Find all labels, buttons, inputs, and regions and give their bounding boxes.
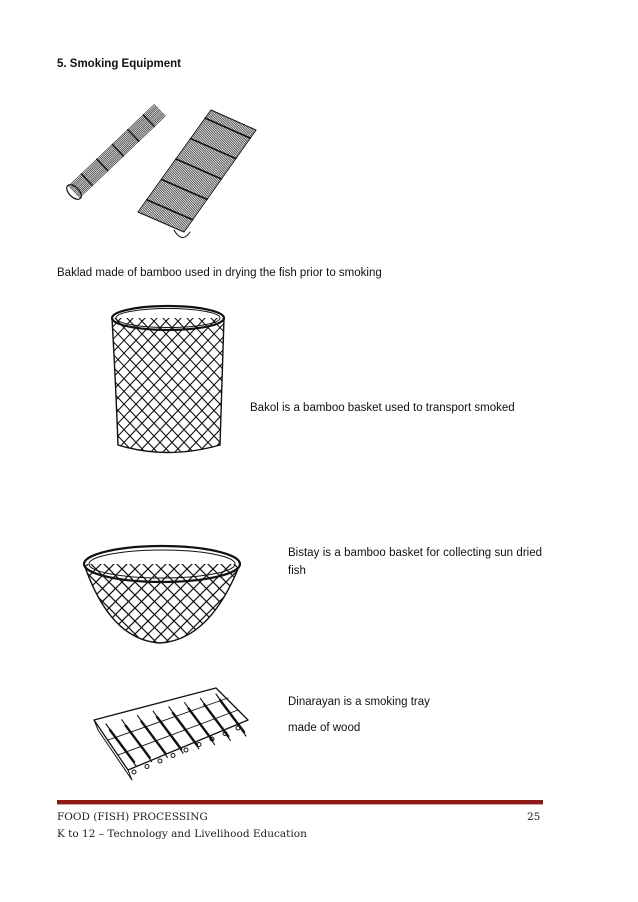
dinarayan-caption-line2: made of wood: [288, 722, 361, 734]
bakol-basket-icon: [102, 300, 232, 460]
footer-rule: [57, 800, 543, 805]
footer-title: FOOD (FISH) PROCESSING: [57, 811, 208, 823]
baklad-caption: Baklad made of bamboo used in drying the fish prior to smoking: [57, 267, 382, 279]
bistay-basket-icon: [80, 540, 245, 650]
bakol-caption: Bakol is a bamboo basket used to transport smoked: [250, 402, 515, 414]
dinarayan-tray-icon: [88, 680, 258, 785]
page-number: 25: [527, 811, 541, 823]
baklad-bamboo-mat-icon: [66, 104, 266, 244]
dinarayan-caption-line1: Dinarayan is a smoking tray: [288, 696, 430, 708]
section-heading: 5. Smoking Equipment: [57, 58, 181, 70]
bistay-caption: Bistay is a bamboo basket for collecting sun dried fish: [288, 547, 542, 577]
footer-subtitle: K to 12 – Technology and Livelihood Education: [57, 828, 307, 840]
